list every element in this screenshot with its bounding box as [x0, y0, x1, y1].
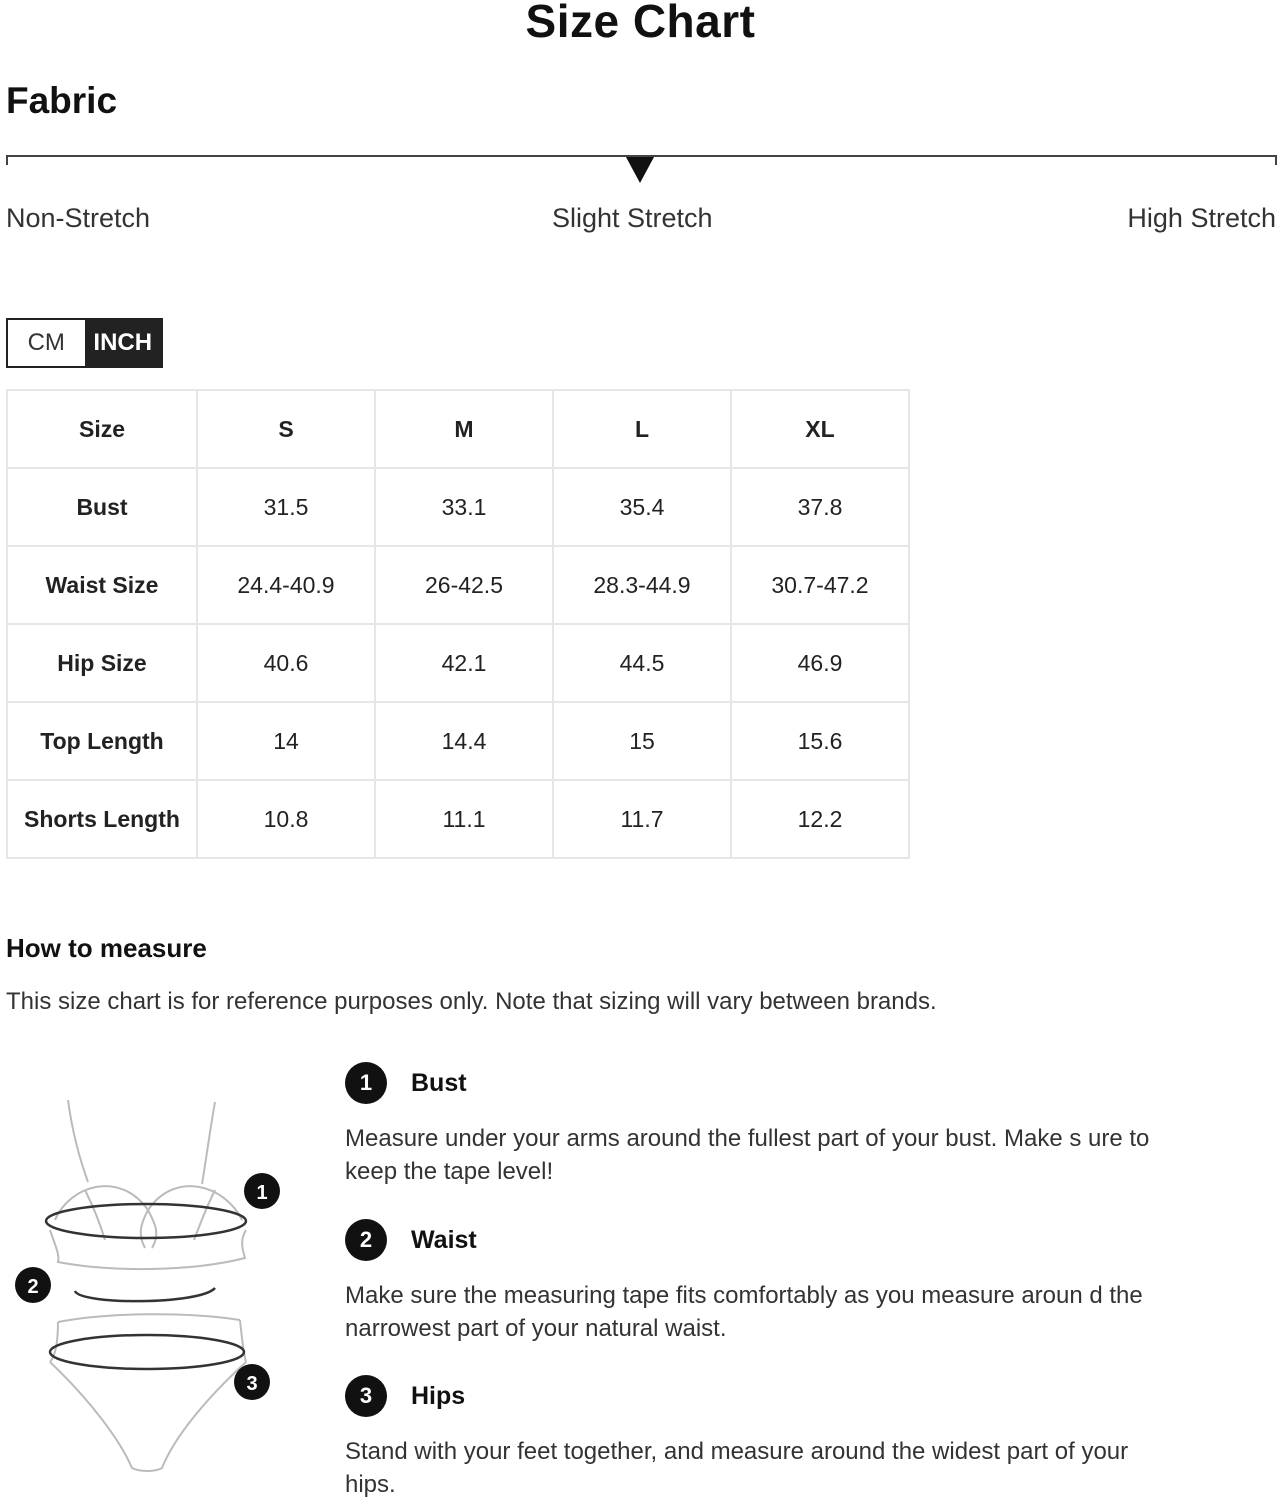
- table-row-label: Waist Size: [7, 546, 197, 624]
- how-to-measure-heading: How to measure: [6, 933, 207, 963]
- table-row: [7, 546, 909, 624]
- table-cell: 11.7: [553, 780, 731, 858]
- table-row: [7, 624, 909, 702]
- page-title: Size Chart: [525, 0, 756, 47]
- table-cell: 44.5: [553, 624, 731, 702]
- table-cell: 12.2: [731, 780, 909, 858]
- svg-text:2: 2: [27, 1276, 39, 1298]
- table-cell: 10.8: [197, 780, 375, 858]
- stretch-scale-tick: [6, 155, 8, 165]
- table-cell: 14: [197, 702, 375, 780]
- step-description: Measure under your arms around the fullest part of your bust. Make s ure to keep the tape level!: [345, 1125, 1150, 1185]
- stretch-scale-tick: [1275, 155, 1277, 165]
- table-cell: 40.6: [197, 624, 375, 702]
- table-cell: 14.4: [375, 702, 553, 780]
- stretch-marker-icon: [626, 157, 654, 183]
- table-cell: 31.5: [197, 468, 375, 546]
- fabric-heading: Fabric: [6, 80, 118, 121]
- bikini-measure-illustration: [10, 1090, 300, 1480]
- table-cell: 15.6: [731, 702, 909, 780]
- step-title: Waist: [411, 1225, 477, 1254]
- step-number-badge: 1: [345, 1062, 387, 1104]
- svg-text:1: 1: [256, 1182, 268, 1204]
- table-cell: 15: [553, 702, 731, 780]
- table-row-label: Top Length: [7, 702, 197, 780]
- marker-3-icon: [234, 1364, 270, 1400]
- table-row: [7, 702, 909, 780]
- step-number-badge: 2: [345, 1219, 387, 1261]
- table-cell: 26-42.5: [375, 546, 553, 624]
- step-number-badge: 3: [345, 1375, 387, 1417]
- table-header-cell: M: [375, 390, 553, 468]
- table-row-label: Hip Size: [7, 624, 197, 702]
- size-table: [6, 389, 910, 859]
- table-cell: 30.7-47.2: [731, 546, 909, 624]
- stretch-label-non: Non-Stretch: [6, 203, 151, 233]
- table-cell: 35.4: [553, 468, 731, 546]
- table-header-cell: S: [197, 390, 375, 468]
- table-cell: 33.1: [375, 468, 553, 546]
- svg-text:3: 3: [246, 1373, 258, 1395]
- table-row-label: Shorts Length: [7, 780, 197, 858]
- table-header-cell: L: [553, 390, 731, 468]
- measure-step-bust: [345, 1062, 1185, 1188]
- table-header-row: [7, 390, 909, 468]
- unit-toggle: [6, 318, 163, 368]
- marker-2-icon: [15, 1267, 51, 1303]
- step-title: Bust: [411, 1068, 467, 1097]
- table-header-cell: Size: [7, 390, 197, 468]
- stretch-label-slight: Slight Stretch: [552, 203, 713, 233]
- reference-note: This size chart is for reference purposes only. Note that sizing will vary between brands.: [6, 988, 937, 1015]
- table-cell: 42.1: [375, 624, 553, 702]
- table-cell: 37.8: [731, 468, 909, 546]
- table-row: [7, 468, 909, 546]
- step-description: Stand with your feet together, and measure around the widest part of your hips.: [345, 1438, 1129, 1498]
- step-description: Make sure the measuring tape fits comfortably as you measure aroun d the narrowest part of your natural waist.: [345, 1282, 1143, 1342]
- unit-inch-button[interactable]: INCH: [85, 320, 162, 366]
- table-row-label: Bust: [7, 468, 197, 546]
- table-cell: 28.3-44.9: [553, 546, 731, 624]
- step-title: Hips: [411, 1381, 466, 1410]
- table-cell: 24.4-40.9: [197, 546, 375, 624]
- measure-step-waist: [345, 1219, 1185, 1345]
- unit-cm-button[interactable]: CM: [8, 320, 85, 366]
- table-header-cell: XL: [731, 390, 909, 468]
- table-cell: 11.1: [375, 780, 553, 858]
- marker-1-icon: [244, 1173, 280, 1209]
- measure-step-hips: [345, 1375, 1185, 1501]
- table-cell: 46.9: [731, 624, 909, 702]
- stretch-label-high: High Stretch: [1127, 203, 1276, 233]
- table-row: [7, 780, 909, 858]
